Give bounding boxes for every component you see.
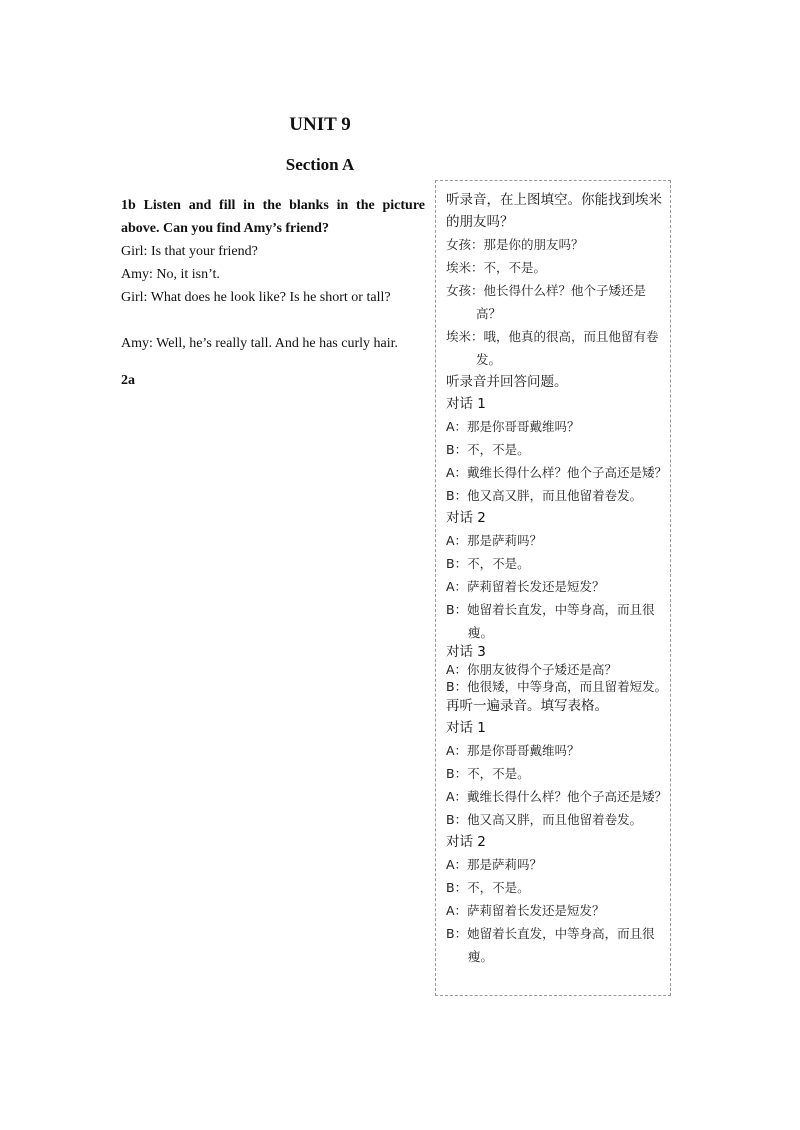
translation-line: 埃米：哦，他真的很高，而且他留有卷发。: [446, 329, 659, 367]
translation-line: A：你朋友彼得个子矮还是高？: [446, 662, 618, 677]
translation-box: [435, 180, 671, 996]
translation-line: B：她留着长直发，中等身高，而且很瘦。: [446, 602, 655, 640]
dialogue-line: Amy: Well, he’s really tall. And he has curly hair.: [121, 336, 398, 351]
translation-line: 埃米：不，不是。: [446, 260, 547, 275]
translation-line: B：他很矮，中等身高，而且留着短发。: [446, 679, 668, 694]
exercise-2a-label: 2a: [121, 373, 135, 388]
translation-line: 女孩：他长得什么样？他个子矮还是高？: [446, 283, 647, 321]
conversation-title: 对话 2: [446, 834, 486, 850]
section-title: Section A: [285, 155, 355, 174]
translation-line: A：萨莉留着长发还是短发？: [446, 903, 605, 918]
dialogue-line: Amy: No, it isn’t.: [121, 267, 220, 282]
unit-title: UNIT 9: [289, 114, 351, 135]
translation-line: A：萨莉留着长发还是短发？: [446, 579, 605, 594]
translation-line: B：不，不是。: [446, 442, 530, 457]
translation-line: A：戴维长得什么样？他个子高还是矮？: [446, 465, 668, 480]
conversation-title: 对话 3: [446, 644, 486, 660]
dialogue-line: Girl: Is that your friend?: [121, 244, 258, 259]
english-column: [121, 194, 425, 392]
translation-line: B：不，不是。: [446, 880, 530, 895]
translation-line: B：他又高又胖，而且他留着卷发。: [446, 488, 643, 503]
translation-line: A：那是你哥哥戴维吗？: [446, 743, 580, 758]
dialogue-line: Girl: What does he look like? Is he short or tall?: [121, 290, 391, 305]
conversation-title: 对话 1: [446, 720, 486, 736]
translation-line: A：戴维长得什么样？他个子高还是矮？: [446, 789, 668, 804]
conversation-title: 对话 2: [446, 510, 486, 526]
translation-intro-1b: 听录音，在上图填空。你能找到埃米的朋友吗？: [446, 192, 662, 230]
translation-line: A：那是萨莉吗？: [446, 533, 543, 548]
translation-intro-2b: 再听一遍录音。填写表格。: [446, 698, 608, 714]
translation-line: B：不，不是。: [446, 556, 530, 571]
translation-line: B：他又高又胖，而且他留着卷发。: [446, 812, 643, 827]
translation-line: A：那是萨莉吗？: [446, 857, 543, 872]
exercise-1b-heading: 1b Listen and fill in the blanks in the picture above. Can you find Amy’s friend?: [121, 198, 425, 236]
translation-line: A：那是你哥哥戴维吗？: [446, 419, 580, 434]
translation-line: B：不，不是。: [446, 766, 530, 781]
translation-intro-2a: 听录音并回答问题。: [446, 374, 568, 390]
translation-line: 女孩：那是你的朋友吗？: [446, 237, 584, 252]
conversation-title: 对话 1: [446, 396, 486, 412]
translation-line: B：她留着长直发，中等身高，而且很瘦。: [446, 926, 655, 964]
